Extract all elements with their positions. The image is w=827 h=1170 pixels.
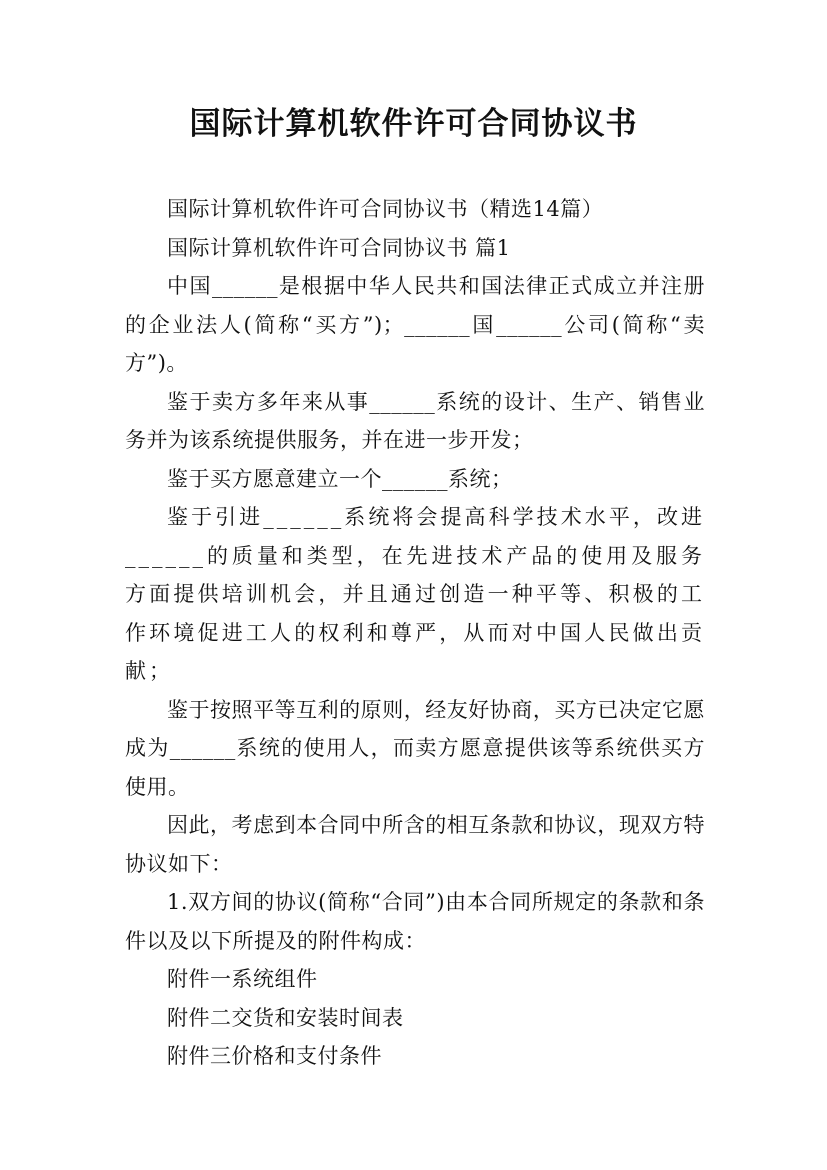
paragraph-whereas-equality: 鉴于按照平等互利的原则，经友好协商，买方已决定它愿成为______系统的使用人，而卖方愿意提供该等系统供买方使用。	[125, 697, 705, 799]
paragraph-annex-3: 附件三价格和支付条件	[167, 1044, 382, 1068]
paragraph-clause-1: 1.双方间的协议(简称“合同”)由本合同所规定的条款和条件以及以下所提及的附件构成：	[125, 890, 705, 953]
paragraph-heading-selection: 国际计算机软件许可合同协议书（精选14篇）	[167, 197, 604, 221]
paragraph-heading-part-1: 国际计算机软件许可合同协议书 篇1	[167, 235, 511, 260]
paragraph-parties: 中国______是根据中华人民共和国法律正式成立并注册的企业法人(简称“买方”)；______国______公司(简称“卖方”)。	[125, 274, 705, 375]
document-body	[125, 190, 705, 1076]
paragraph-whereas-seller: 鉴于卖方多年来从事______系统的设计、生产、销售业务并为该系统提供服务，并在进一步开发；	[125, 389, 705, 452]
paragraph-annex-2: 附件二交货和安装时间表	[167, 1005, 404, 1030]
paragraph-annex-1: 附件一系统组件	[167, 967, 318, 991]
paragraph-therefore: 因此，考虑到本合同中所含的相互条款和协议，现双方特协议如下：	[125, 813, 705, 876]
document-title: 国际计算机软件许可合同协议书	[189, 106, 638, 142]
paragraph-whereas-buyer: 鉴于买方愿意建立一个______系统；	[167, 466, 513, 491]
paragraph-whereas-introduction: 鉴于引进______系统将会提高科学技术水平，改进______的质量和类型，在先进技术产品的使用及服务方面提供培训机会，并且通过创造一种平等、积极的工作环境促进工人的权利和尊严，从而对中国人民做出贡献；	[125, 505, 705, 683]
